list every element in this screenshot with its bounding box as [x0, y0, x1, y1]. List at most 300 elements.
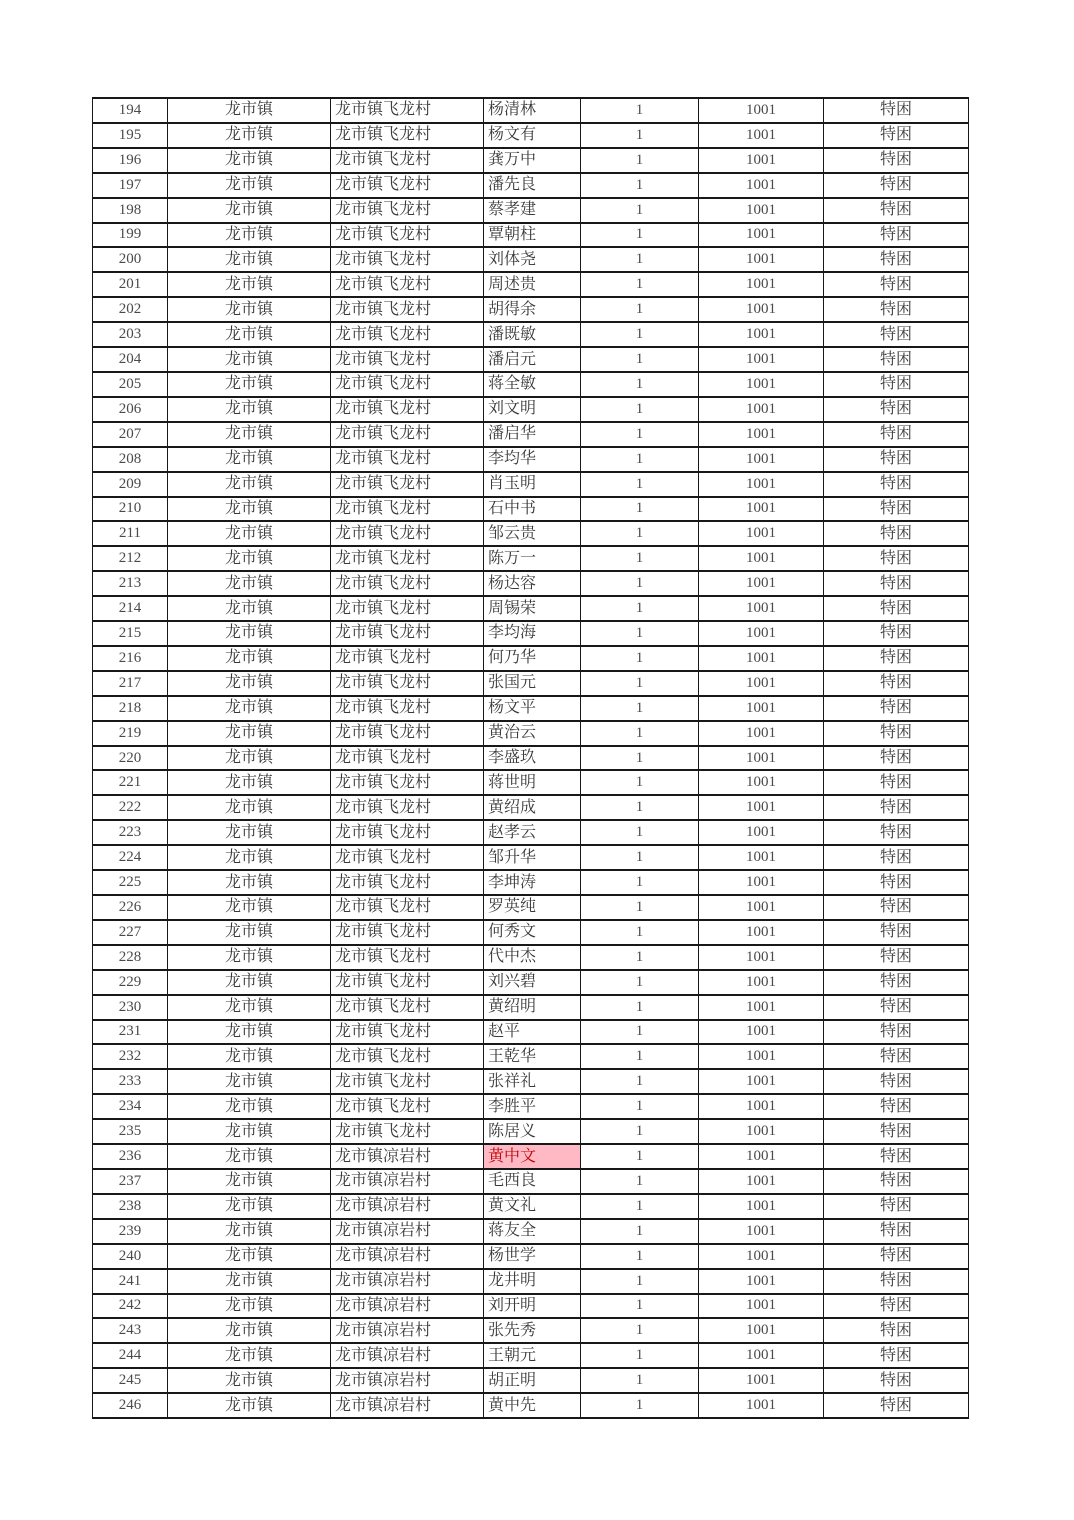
cell-row-number: 200 — [93, 247, 168, 272]
cell-count: 1 — [581, 546, 699, 571]
cell-person-name: 刘文明 — [484, 397, 581, 422]
cell-code: 1001 — [699, 322, 824, 347]
cell-village: 龙市镇飞龙村 — [331, 1094, 484, 1119]
cell-village: 龙市镇飞龙村 — [331, 1119, 484, 1144]
cell-code: 1001 — [699, 1294, 824, 1319]
cell-code: 1001 — [699, 1368, 824, 1393]
cell-village: 龙市镇飞龙村 — [331, 895, 484, 920]
cell-code: 1001 — [699, 1020, 824, 1045]
cell-village: 龙市镇凉岩村 — [331, 1343, 484, 1368]
cell-person-name: 毛西良 — [484, 1169, 581, 1194]
cell-town: 龙市镇 — [168, 870, 331, 895]
cell-town: 龙市镇 — [168, 422, 331, 447]
cell-person-name: 赵孝云 — [484, 820, 581, 845]
table-row — [93, 696, 969, 721]
cell-person-name: 杨世学 — [484, 1244, 581, 1269]
cell-town: 龙市镇 — [168, 198, 331, 223]
cell-row-number: 209 — [93, 472, 168, 497]
cell-person-name: 邹云贵 — [484, 521, 581, 546]
cell-person-name: 潘先良 — [484, 173, 581, 198]
cell-person-name: 王朝元 — [484, 1343, 581, 1368]
cell-town: 龙市镇 — [168, 397, 331, 422]
cell-count: 1 — [581, 1393, 699, 1418]
cell-village: 龙市镇飞龙村 — [331, 98, 484, 123]
cell-town: 龙市镇 — [168, 1144, 331, 1169]
cell-town: 龙市镇 — [168, 1294, 331, 1319]
cell-village: 龙市镇凉岩村 — [331, 1169, 484, 1194]
cell-row-number: 207 — [93, 422, 168, 447]
cell-code: 1001 — [699, 247, 824, 272]
cell-person-name: 王乾华 — [484, 1044, 581, 1069]
cell-code: 1001 — [699, 870, 824, 895]
cell-person-name: 杨文平 — [484, 696, 581, 721]
cell-town: 龙市镇 — [168, 1269, 331, 1294]
cell-code: 1001 — [699, 696, 824, 721]
cell-count: 1 — [581, 123, 699, 148]
cell-person-name: 张国元 — [484, 671, 581, 696]
cell-category: 特困 — [824, 1368, 969, 1393]
cell-count: 1 — [581, 1044, 699, 1069]
table-row — [93, 1119, 969, 1144]
cell-town: 龙市镇 — [168, 795, 331, 820]
cell-category: 特困 — [824, 123, 969, 148]
cell-town: 龙市镇 — [168, 1368, 331, 1393]
table-row — [93, 1094, 969, 1119]
cell-village: 龙市镇飞龙村 — [331, 322, 484, 347]
cell-town: 龙市镇 — [168, 596, 331, 621]
cell-row-number: 213 — [93, 571, 168, 596]
cell-person-name: 杨文有 — [484, 123, 581, 148]
cell-town: 龙市镇 — [168, 746, 331, 771]
table-row — [93, 297, 969, 322]
table-row — [93, 247, 969, 272]
cell-category: 特困 — [824, 895, 969, 920]
cell-code: 1001 — [699, 1119, 824, 1144]
cell-category: 特困 — [824, 746, 969, 771]
cell-person-name: 覃朝柱 — [484, 223, 581, 248]
table-row — [93, 223, 969, 248]
cell-category: 特困 — [824, 820, 969, 845]
cell-person-name: 陈居义 — [484, 1119, 581, 1144]
cell-row-number: 219 — [93, 721, 168, 746]
cell-code: 1001 — [699, 820, 824, 845]
cell-code: 1001 — [699, 198, 824, 223]
cell-person-name: 石中书 — [484, 497, 581, 522]
table-row — [93, 1169, 969, 1194]
cell-category: 特困 — [824, 870, 969, 895]
cell-row-number: 224 — [93, 845, 168, 870]
cell-village: 龙市镇飞龙村 — [331, 422, 484, 447]
cell-village: 龙市镇飞龙村 — [331, 497, 484, 522]
cell-row-number: 217 — [93, 671, 168, 696]
table-row — [93, 1219, 969, 1244]
table-row — [93, 770, 969, 795]
cell-code: 1001 — [699, 1343, 824, 1368]
cell-code: 1001 — [699, 945, 824, 970]
cell-code: 1001 — [699, 347, 824, 372]
cell-town: 龙市镇 — [168, 223, 331, 248]
cell-row-number: 244 — [93, 1343, 168, 1368]
table-row — [93, 1144, 969, 1169]
cell-category: 特困 — [824, 845, 969, 870]
cell-village: 龙市镇飞龙村 — [331, 671, 484, 696]
cell-town: 龙市镇 — [168, 447, 331, 472]
cell-code: 1001 — [699, 397, 824, 422]
records-table — [92, 97, 969, 1419]
cell-village: 龙市镇飞龙村 — [331, 297, 484, 322]
cell-code: 1001 — [699, 1318, 824, 1343]
table-row — [93, 1294, 969, 1319]
cell-village: 龙市镇飞龙村 — [331, 920, 484, 945]
cell-count: 1 — [581, 297, 699, 322]
table-row — [93, 596, 969, 621]
cell-village: 龙市镇飞龙村 — [331, 995, 484, 1020]
cell-count: 1 — [581, 148, 699, 173]
cell-row-number: 203 — [93, 322, 168, 347]
cell-town: 龙市镇 — [168, 671, 331, 696]
table-row — [93, 322, 969, 347]
cell-village: 龙市镇飞龙村 — [331, 173, 484, 198]
cell-village: 龙市镇飞龙村 — [331, 571, 484, 596]
cell-code: 1001 — [699, 297, 824, 322]
cell-town: 龙市镇 — [168, 1393, 331, 1418]
cell-village: 龙市镇飞龙村 — [331, 546, 484, 571]
cell-town: 龙市镇 — [168, 497, 331, 522]
table-row — [93, 1020, 969, 1045]
cell-count: 1 — [581, 970, 699, 995]
cell-village: 龙市镇飞龙村 — [331, 447, 484, 472]
cell-code: 1001 — [699, 646, 824, 671]
cell-code: 1001 — [699, 372, 824, 397]
cell-person-name: 杨达容 — [484, 571, 581, 596]
cell-count: 1 — [581, 746, 699, 771]
cell-town: 龙市镇 — [168, 173, 331, 198]
cell-count: 1 — [581, 1294, 699, 1319]
cell-code: 1001 — [699, 521, 824, 546]
cell-row-number: 226 — [93, 895, 168, 920]
table-row — [93, 1269, 969, 1294]
cell-person-name: 黄中先 — [484, 1393, 581, 1418]
table-row — [93, 521, 969, 546]
cell-category: 特困 — [824, 397, 969, 422]
cell-count: 1 — [581, 945, 699, 970]
cell-category: 特困 — [824, 1244, 969, 1269]
table-row — [93, 372, 969, 397]
table-row — [93, 920, 969, 945]
cell-category: 特困 — [824, 497, 969, 522]
cell-person-name: 李胜平 — [484, 1094, 581, 1119]
table-row — [93, 497, 969, 522]
cell-row-number: 220 — [93, 746, 168, 771]
cell-count: 1 — [581, 497, 699, 522]
cell-village: 龙市镇凉岩村 — [331, 1393, 484, 1418]
table-row — [93, 347, 969, 372]
table-row — [93, 198, 969, 223]
table-row — [93, 272, 969, 297]
cell-person-name: 李均华 — [484, 447, 581, 472]
records-table-body — [93, 98, 969, 1418]
cell-category: 特困 — [824, 297, 969, 322]
cell-category: 特困 — [824, 646, 969, 671]
cell-code: 1001 — [699, 148, 824, 173]
cell-count: 1 — [581, 422, 699, 447]
cell-person-name: 潘启华 — [484, 422, 581, 447]
cell-count: 1 — [581, 1194, 699, 1219]
cell-code: 1001 — [699, 970, 824, 995]
table-row — [93, 123, 969, 148]
cell-code: 1001 — [699, 1044, 824, 1069]
cell-village: 龙市镇飞龙村 — [331, 123, 484, 148]
cell-category: 特困 — [824, 1194, 969, 1219]
cell-town: 龙市镇 — [168, 1318, 331, 1343]
cell-code: 1001 — [699, 845, 824, 870]
cell-town: 龙市镇 — [168, 920, 331, 945]
cell-person-name: 邹升华 — [484, 845, 581, 870]
table-row — [93, 721, 969, 746]
table-row — [93, 98, 969, 123]
table-row — [93, 671, 969, 696]
cell-count: 1 — [581, 272, 699, 297]
cell-count: 1 — [581, 1069, 699, 1094]
cell-person-name: 蒋友全 — [484, 1219, 581, 1244]
cell-category: 特困 — [824, 223, 969, 248]
cell-code: 1001 — [699, 721, 824, 746]
cell-town: 龙市镇 — [168, 895, 331, 920]
cell-row-number: 201 — [93, 272, 168, 297]
cell-person-name: 龙井明 — [484, 1269, 581, 1294]
cell-town: 龙市镇 — [168, 1094, 331, 1119]
cell-row-number: 194 — [93, 98, 168, 123]
table-row — [93, 1244, 969, 1269]
cell-count: 1 — [581, 696, 699, 721]
cell-row-number: 197 — [93, 173, 168, 198]
table-row — [93, 845, 969, 870]
cell-code: 1001 — [699, 895, 824, 920]
cell-count: 1 — [581, 1244, 699, 1269]
cell-person-name: 黄文礼 — [484, 1194, 581, 1219]
cell-count: 1 — [581, 1144, 699, 1169]
cell-town: 龙市镇 — [168, 1044, 331, 1069]
cell-village: 龙市镇飞龙村 — [331, 970, 484, 995]
cell-town: 龙市镇 — [168, 1119, 331, 1144]
cell-town: 龙市镇 — [168, 1169, 331, 1194]
cell-person-name: 李坤涛 — [484, 870, 581, 895]
cell-category: 特困 — [824, 372, 969, 397]
cell-town: 龙市镇 — [168, 123, 331, 148]
cell-row-number: 206 — [93, 397, 168, 422]
cell-code: 1001 — [699, 497, 824, 522]
cell-category: 特困 — [824, 596, 969, 621]
cell-count: 1 — [581, 671, 699, 696]
cell-row-number: 211 — [93, 521, 168, 546]
cell-village: 龙市镇飞龙村 — [331, 596, 484, 621]
cell-row-number: 222 — [93, 795, 168, 820]
cell-village: 龙市镇飞龙村 — [331, 198, 484, 223]
cell-person-name: 罗英纯 — [484, 895, 581, 920]
cell-village: 龙市镇飞龙村 — [331, 521, 484, 546]
cell-row-number: 198 — [93, 198, 168, 223]
cell-village: 龙市镇飞龙村 — [331, 945, 484, 970]
cell-count: 1 — [581, 920, 699, 945]
cell-count: 1 — [581, 770, 699, 795]
cell-category: 特困 — [824, 1144, 969, 1169]
table-row — [93, 820, 969, 845]
cell-category: 特困 — [824, 795, 969, 820]
cell-village: 龙市镇飞龙村 — [331, 696, 484, 721]
cell-category: 特困 — [824, 920, 969, 945]
cell-code: 1001 — [699, 671, 824, 696]
cell-code: 1001 — [699, 422, 824, 447]
cell-count: 1 — [581, 1368, 699, 1393]
table-row — [93, 1368, 969, 1393]
cell-category: 特困 — [824, 198, 969, 223]
cell-person-name: 刘兴碧 — [484, 970, 581, 995]
cell-town: 龙市镇 — [168, 247, 331, 272]
cell-row-number: 246 — [93, 1393, 168, 1418]
cell-category: 特困 — [824, 173, 969, 198]
cell-code: 1001 — [699, 472, 824, 497]
cell-category: 特困 — [824, 347, 969, 372]
table-row — [93, 870, 969, 895]
table-row — [93, 173, 969, 198]
cell-person-name: 蔡孝建 — [484, 198, 581, 223]
cell-person-name: 蒋全敏 — [484, 372, 581, 397]
table-row — [93, 945, 969, 970]
cell-person-name: 刘开明 — [484, 1294, 581, 1319]
cell-village: 龙市镇凉岩村 — [331, 1144, 484, 1169]
cell-count: 1 — [581, 795, 699, 820]
table-row — [93, 422, 969, 447]
cell-town: 龙市镇 — [168, 98, 331, 123]
cell-person-name: 黄绍明 — [484, 995, 581, 1020]
cell-village: 龙市镇凉岩村 — [331, 1294, 484, 1319]
cell-code: 1001 — [699, 223, 824, 248]
cell-row-number: 240 — [93, 1244, 168, 1269]
cell-person-name: 肖玉明 — [484, 472, 581, 497]
cell-person-name-highlighted: 黄中文 — [484, 1144, 581, 1169]
cell-count: 1 — [581, 1094, 699, 1119]
cell-code: 1001 — [699, 546, 824, 571]
cell-count: 1 — [581, 870, 699, 895]
cell-person-name: 蒋世明 — [484, 770, 581, 795]
cell-count: 1 — [581, 223, 699, 248]
cell-row-number: 195 — [93, 123, 168, 148]
cell-count: 1 — [581, 372, 699, 397]
table-row — [93, 1194, 969, 1219]
cell-row-number: 225 — [93, 870, 168, 895]
cell-count: 1 — [581, 820, 699, 845]
cell-count: 1 — [581, 845, 699, 870]
cell-town: 龙市镇 — [168, 845, 331, 870]
cell-code: 1001 — [699, 920, 824, 945]
cell-town: 龙市镇 — [168, 696, 331, 721]
cell-town: 龙市镇 — [168, 1069, 331, 1094]
cell-count: 1 — [581, 1020, 699, 1045]
cell-code: 1001 — [699, 1094, 824, 1119]
cell-village: 龙市镇飞龙村 — [331, 845, 484, 870]
cell-row-number: 208 — [93, 447, 168, 472]
cell-count: 1 — [581, 98, 699, 123]
cell-count: 1 — [581, 995, 699, 1020]
cell-town: 龙市镇 — [168, 820, 331, 845]
cell-code: 1001 — [699, 1144, 824, 1169]
table-row — [93, 447, 969, 472]
cell-code: 1001 — [699, 1169, 824, 1194]
cell-town: 龙市镇 — [168, 297, 331, 322]
cell-row-number: 202 — [93, 297, 168, 322]
cell-count: 1 — [581, 1119, 699, 1144]
cell-town: 龙市镇 — [168, 1194, 331, 1219]
cell-category: 特困 — [824, 546, 969, 571]
cell-person-name: 代中杰 — [484, 945, 581, 970]
cell-village: 龙市镇飞龙村 — [331, 721, 484, 746]
table-row — [93, 995, 969, 1020]
cell-village: 龙市镇飞龙村 — [331, 347, 484, 372]
cell-category: 特困 — [824, 721, 969, 746]
cell-person-name: 何秀文 — [484, 920, 581, 945]
cell-count: 1 — [581, 1318, 699, 1343]
cell-row-number: 210 — [93, 497, 168, 522]
cell-person-name: 李均海 — [484, 621, 581, 646]
cell-count: 1 — [581, 1269, 699, 1294]
cell-category: 特困 — [824, 521, 969, 546]
cell-code: 1001 — [699, 1269, 824, 1294]
cell-code: 1001 — [699, 1393, 824, 1418]
cell-code: 1001 — [699, 1069, 824, 1094]
cell-code: 1001 — [699, 272, 824, 297]
cell-village: 龙市镇凉岩村 — [331, 1244, 484, 1269]
table-row — [93, 646, 969, 671]
table-row — [93, 472, 969, 497]
cell-town: 龙市镇 — [168, 945, 331, 970]
cell-count: 1 — [581, 596, 699, 621]
cell-category: 特困 — [824, 1119, 969, 1144]
cell-code: 1001 — [699, 98, 824, 123]
cell-village: 龙市镇飞龙村 — [331, 372, 484, 397]
cell-row-number: 234 — [93, 1094, 168, 1119]
cell-town: 龙市镇 — [168, 770, 331, 795]
cell-code: 1001 — [699, 123, 824, 148]
cell-count: 1 — [581, 173, 699, 198]
table-row — [93, 621, 969, 646]
cell-row-number: 216 — [93, 646, 168, 671]
table-row — [93, 746, 969, 771]
cell-code: 1001 — [699, 1244, 824, 1269]
cell-village: 龙市镇飞龙村 — [331, 646, 484, 671]
cell-category: 特困 — [824, 1219, 969, 1244]
cell-village: 龙市镇飞龙村 — [331, 1069, 484, 1094]
cell-town: 龙市镇 — [168, 148, 331, 173]
cell-category: 特困 — [824, 1044, 969, 1069]
cell-person-name: 胡得余 — [484, 297, 581, 322]
cell-town: 龙市镇 — [168, 646, 331, 671]
cell-category: 特困 — [824, 995, 969, 1020]
cell-count: 1 — [581, 347, 699, 372]
cell-category: 特困 — [824, 945, 969, 970]
cell-row-number: 230 — [93, 995, 168, 1020]
cell-count: 1 — [581, 521, 699, 546]
cell-village: 龙市镇凉岩村 — [331, 1219, 484, 1244]
cell-row-number: 199 — [93, 223, 168, 248]
cell-village: 龙市镇凉岩村 — [331, 1368, 484, 1393]
cell-village: 龙市镇凉岩村 — [331, 1318, 484, 1343]
cell-village: 龙市镇飞龙村 — [331, 820, 484, 845]
cell-row-number: 223 — [93, 820, 168, 845]
cell-category: 特困 — [824, 98, 969, 123]
cell-category: 特困 — [824, 1294, 969, 1319]
cell-category: 特困 — [824, 970, 969, 995]
cell-row-number: 232 — [93, 1044, 168, 1069]
